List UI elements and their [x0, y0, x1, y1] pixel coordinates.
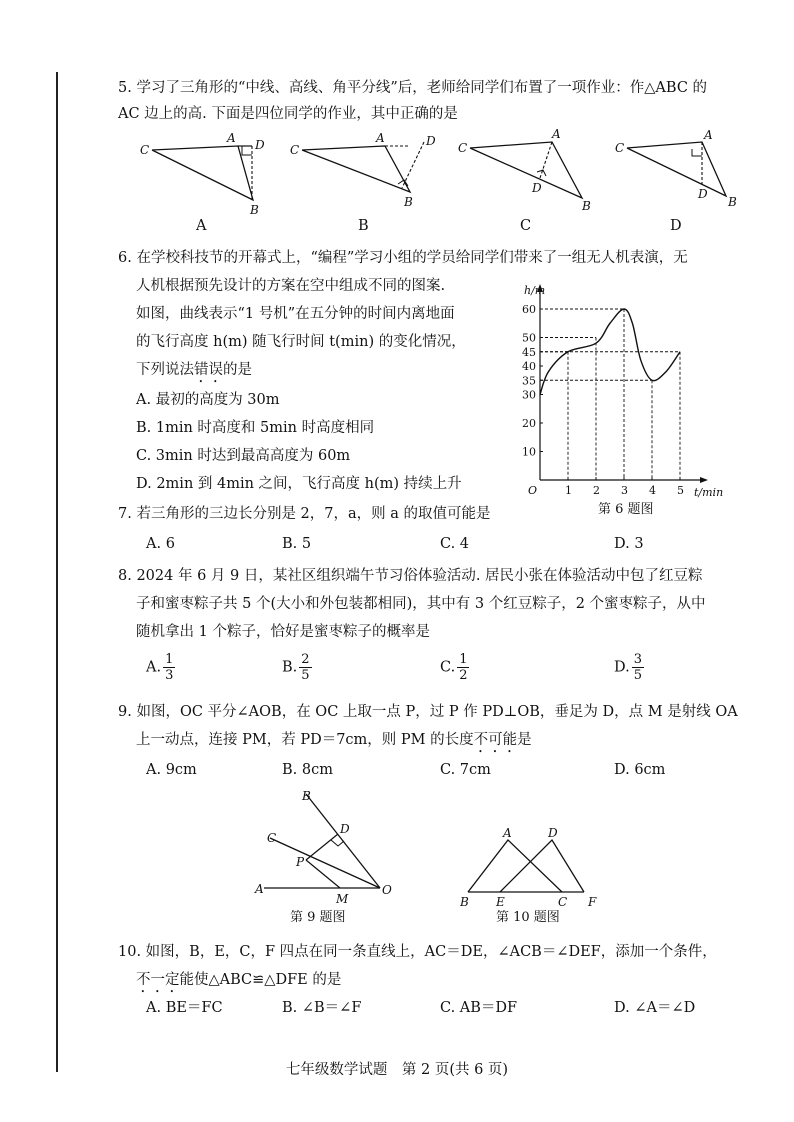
q10-label-b: B: [460, 895, 469, 909]
q10-line2-post: 能使△ABC≌△DFE 的是: [179, 972, 342, 988]
x-axis-label: t/min: [694, 486, 724, 499]
q10-option-a[interactable]: A. BE＝FC: [146, 1000, 223, 1016]
q5a-label-b: B: [250, 203, 259, 217]
q9-option-a[interactable]: A. 9cm: [146, 762, 197, 778]
x-tick-label: 3: [621, 484, 628, 497]
q6-stem-line5: [136, 360, 252, 386]
q6-option-c[interactable]: C. 3min 时达到最高高度为 60m: [136, 448, 351, 464]
q9-stem-line1: 9. 如图，OC 平分∠AOB，在 OC 上取一点 P，过 P 作 PD⊥OB，垂足为 D，点 M 是射线 OA: [118, 704, 738, 720]
q5b-label-b: B: [404, 195, 413, 209]
y-axis-label: h/m: [524, 284, 546, 297]
q10-stem-line2: [136, 970, 341, 996]
q5-figures: [130, 128, 760, 238]
x-tick-label: 1: [565, 484, 572, 497]
q9-label-p: P: [296, 855, 305, 869]
q5-figure-b: [290, 131, 436, 209]
q9-caption: 第 9 题图: [290, 910, 346, 925]
q9-label-m: M: [336, 892, 349, 906]
q10-label-f: F: [588, 895, 597, 909]
q5d-label-d: D: [698, 187, 708, 201]
q8-option-a-fraction: [163, 652, 175, 683]
q8-d-numerator: 3: [633, 652, 642, 667]
q9-emphasis-word: 不可能: [473, 732, 518, 748]
q8-option-c-fraction: [457, 652, 469, 683]
q10-stem-line1: 10. 如图，B，E，C，F 四点在同一条直线上，AC＝DE，∠ACB＝∠DEF，添加一个条件，: [118, 944, 717, 960]
q9-stem-line2: [136, 730, 532, 756]
q5-figure-a: [140, 131, 265, 217]
origin-label: O: [528, 484, 538, 497]
q6-option-a[interactable]: A. 最初的高度为 30m: [136, 392, 280, 408]
q6-option-d[interactable]: D. 2min 到 4min 之间，飞行高度 h(m) 持续上升: [136, 476, 462, 492]
q8-option-b-fraction: [299, 652, 311, 683]
q5c-label-c: C: [458, 141, 468, 155]
q5-stem-line1: 5. 学习了三角形的“中线、高线、角平分线”后，老师给同学们布置了一项作业：作△ABC 的: [118, 80, 708, 96]
q10-emphasis-word: 不一定: [136, 972, 180, 988]
q6-stem-line1: 6. 在学校科技节的开幕式上，“编程”学习小组的学员给同学们带来了一组无人机表演，无: [118, 250, 688, 266]
q6-stem-line3: 如图，曲线表示“1 号机”在五分钟的时间内离地面: [136, 306, 455, 322]
q9-option-d[interactable]: D. 6cm: [614, 762, 666, 778]
y-tick-label: 60: [522, 303, 536, 316]
q6-caption: 第 6 题图: [598, 502, 654, 517]
y-tick-label: 50: [522, 331, 536, 345]
q8-stem-line3: 随机拿出 1 个粽子，恰好是蜜枣粽子的概率是: [136, 624, 430, 640]
q5d-label-c: C: [615, 141, 625, 155]
q5a-label-c: C: [140, 143, 150, 157]
q10-label-d: D: [548, 826, 558, 840]
q8-c-denominator: 2: [459, 668, 468, 683]
q10-label-a: A: [503, 826, 512, 840]
x-axis-arrow: [700, 477, 708, 483]
q9-figure: [250, 786, 410, 906]
q5c-label-d: D: [532, 181, 542, 195]
q8-d-denominator: 5: [633, 668, 642, 683]
q5b-label-a: A: [376, 131, 385, 145]
y-tick-label: 40: [522, 360, 536, 373]
q10-option-b[interactable]: B. ∠B＝∠F: [282, 1000, 362, 1016]
q6-stem-line2: 人机根据预先设计的方案在空中组成不同的图案.: [136, 278, 446, 294]
q8-a-denominator: 3: [165, 668, 174, 683]
q9-option-c[interactable]: C. 7cm: [440, 762, 491, 778]
x-tick-label: 5: [677, 484, 684, 497]
q8-option-b-label: B.: [282, 659, 298, 676]
q7-stem: 7. 若三角形的三边长分别是 2，7，a，则 a 的取值可能是: [118, 506, 491, 522]
q10-figure: [456, 826, 616, 910]
q9-line2-post: 是: [517, 732, 532, 748]
q9-label-o: O: [382, 883, 392, 897]
q10-caption: 第 10 题图: [496, 910, 560, 925]
q7-option-b[interactable]: B. 5: [282, 536, 312, 552]
q8-stem-line1: 8. 2024 年 6 月 9 日，某社区组织端午节习俗体验活动. 居民小张在体验活动中包了红豆粽: [118, 568, 703, 584]
q9-line2-pre: 上一动点，连接 PM，若 PD＝7cm，则 PM 的长度: [136, 732, 474, 748]
q5b-label-c: C: [290, 143, 300, 157]
q5b-label-d: D: [426, 134, 436, 148]
q9-label-d: D: [340, 822, 350, 836]
q5-option-b[interactable]: B: [358, 218, 369, 234]
q8-option-a[interactable]: [146, 652, 175, 683]
q10-label-e: E: [496, 895, 505, 909]
q6-line5-post: 的是: [223, 362, 252, 378]
q6-emphasis-word: 错误: [194, 362, 223, 378]
q5-option-d[interactable]: D: [670, 218, 682, 234]
q8-option-d[interactable]: [614, 652, 644, 683]
binding-margin-line: [56, 72, 58, 1072]
q8-option-d-fraction: [632, 652, 644, 683]
q8-option-a-label: A.: [146, 659, 162, 676]
q9-label-b: B: [302, 789, 311, 803]
y-tick-label: 35: [522, 374, 536, 388]
q8-option-c[interactable]: [440, 652, 469, 683]
x-tick-label: 4: [649, 484, 656, 497]
q8-option-d-label: D.: [614, 659, 630, 676]
q8-option-c-label: C.: [440, 659, 456, 676]
q8-a-numerator: 1: [165, 652, 174, 667]
q8-c-numerator: 1: [459, 652, 468, 667]
q6-stem-line4: 的飞行高度 h(m) 随飞行时间 t(min) 的变化情况，: [136, 334, 466, 350]
q9-label-c: C: [267, 831, 277, 845]
q5d-label-b: B: [728, 195, 737, 209]
q5a-label-a: A: [227, 131, 236, 145]
q7-option-c[interactable]: C. 4: [440, 536, 470, 552]
q7-option-a[interactable]: A. 6: [146, 536, 175, 552]
q5-option-c[interactable]: C: [520, 218, 532, 234]
q8-option-b[interactable]: [282, 652, 312, 683]
q5d-label-a: A: [704, 128, 713, 142]
q8-b-denominator: 5: [301, 668, 310, 683]
q8-stem-line2: 子和蜜枣粽子共 5 个(大小和外包装都相同)，其中有 3 个红豆粽子，2 个蜜枣粽子，从中: [136, 596, 706, 612]
q6-line5-pre: 下列说法: [136, 362, 194, 378]
q5-option-a[interactable]: A: [196, 218, 207, 234]
y-tick-label: 20: [522, 417, 536, 430]
q6-option-b[interactable]: B. 1min 时高度和 5min 时高度相同: [136, 420, 375, 436]
q8-b-numerator: 2: [301, 652, 310, 667]
q10-label-c: C: [558, 895, 568, 909]
q9-option-b[interactable]: B. 8cm: [282, 762, 333, 778]
q10-option-d[interactable]: D. ∠A＝∠D: [614, 1000, 696, 1016]
q6-chart: [514, 280, 750, 502]
q5a-label-d: D: [255, 138, 265, 152]
q7-option-d[interactable]: D. 3: [614, 536, 644, 552]
y-tick-label: 10: [522, 445, 536, 459]
q5c-label-a: A: [552, 128, 561, 141]
page-footer: 七年级数学试题 第 2 页(共 6 页): [285, 1062, 509, 1078]
y-tick-label: 30: [522, 388, 536, 402]
q5c-label-b: B: [582, 199, 591, 213]
q5-figure-d: [615, 128, 737, 209]
q10-option-c[interactable]: C. AB＝DF: [440, 1000, 518, 1016]
x-tick-label: 2: [593, 484, 600, 497]
q5-figure-c: [458, 128, 591, 213]
q9-label-a: A: [255, 882, 264, 896]
y-tick-label: 45: [522, 345, 536, 359]
q5-stem-line2: AC 边上的高. 下面是四位同学的作业，其中正确的是: [118, 106, 458, 122]
